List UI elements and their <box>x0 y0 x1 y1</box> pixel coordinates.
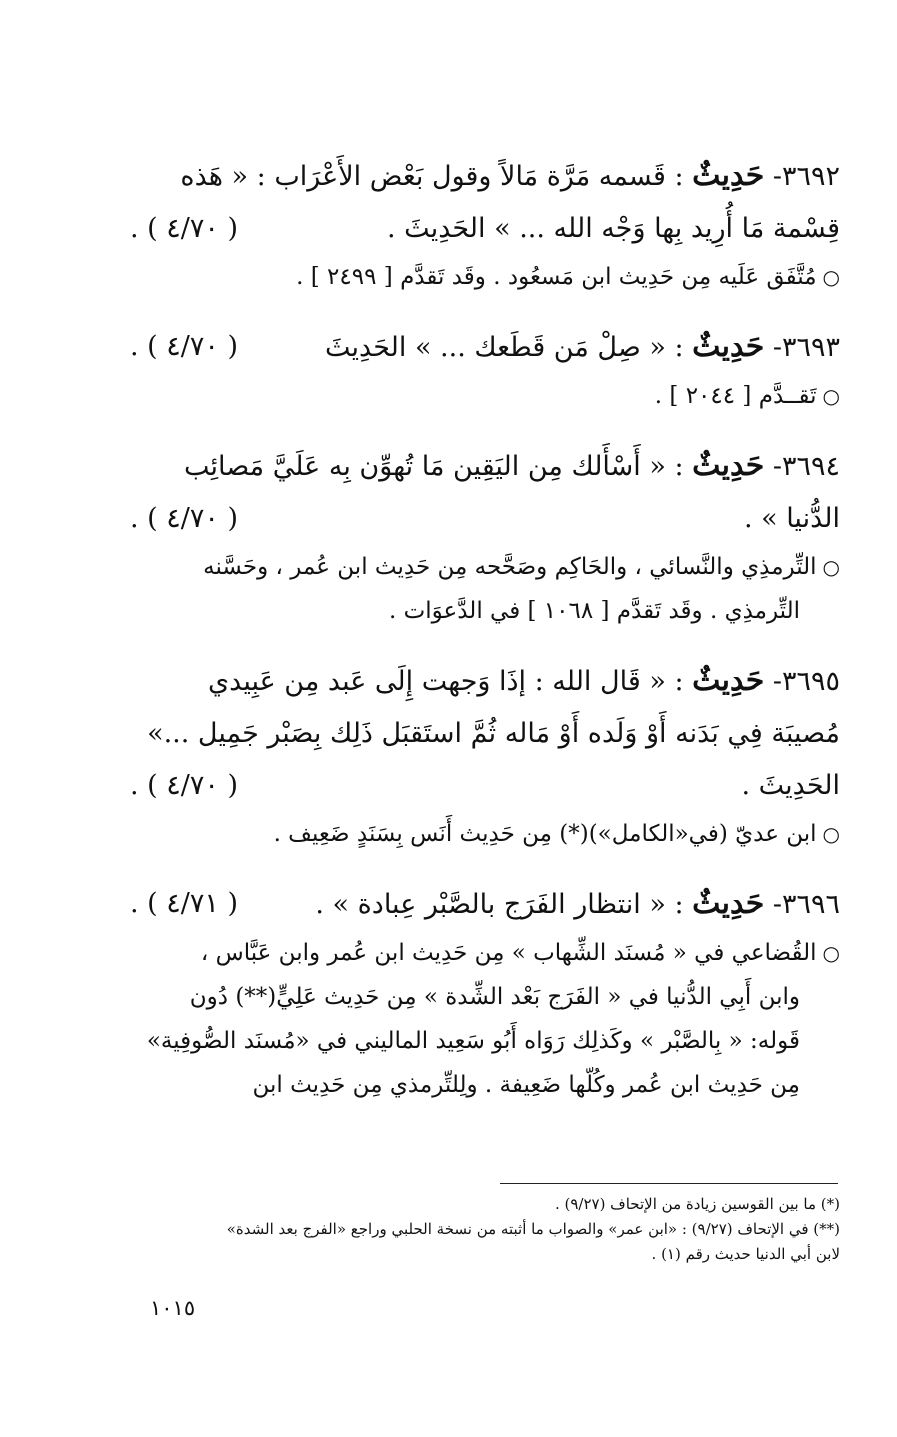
volume-reference: ( ٤/٧٠ ) . <box>130 331 239 362</box>
footnotes <box>130 1192 840 1267</box>
volume-reference: ( ٤/٧٠ ) . <box>130 213 239 244</box>
source-note-line <box>130 589 840 633</box>
entry-keyword: حَدِيثٌ <box>692 329 765 364</box>
entry-text-line <box>130 708 840 760</box>
source-note-line <box>130 1063 840 1107</box>
entry-keyword: حَدِيثٌ <box>692 663 765 698</box>
entry-text: الحَدِيثَ . <box>741 770 840 801</box>
footnote-line: (**) في الإتحاف (٩/٢٧) : «ابن عمر» والصواب ما أثبته من نسخة الحلبي وراجع «الفرج بعد الشدة» <box>226 1220 840 1238</box>
volume-reference: ( ٤/٧٠ ) . <box>130 770 239 801</box>
page-body <box>130 150 840 1129</box>
note-marker-icon: ○ <box>822 384 840 408</box>
entry-number: ٣٦٩٢- <box>772 161 840 192</box>
entry-number: ٣٦٩٦- <box>772 889 840 920</box>
entry-text: الدُّنيا » . <box>743 503 840 534</box>
footnote-divider <box>500 1183 838 1184</box>
source-note-text: ابن عديّ (في«الكامل»)(*) مِن حَدِيث أَنَس بِسَنَدٍ ضَعِيف . <box>273 821 817 847</box>
entry-number: ٣٦٩٤- <box>772 451 840 482</box>
entry-heading-line <box>130 150 840 203</box>
source-note-text: وابن أَبِي الدُّنيا في « الفَرَج بَعْد الشِّدة » مِن حَدِيث عَلِيٍّ(**) دُون <box>189 984 800 1010</box>
source-note-line <box>130 975 840 1019</box>
entry-keyword: حَدِيثٌ <box>692 448 765 483</box>
hadith-entry <box>130 655 840 856</box>
source-note-text: التِّرمذِي والنَّسائي ، والحَاكِم وصَحَّحه مِن حَدِيث ابن عُمر ، وحَسَّنه <box>203 554 817 580</box>
footnote-line: (*) ما بين القوسين زيادة من الإتحاف (٩/٢٧) . <box>554 1195 840 1213</box>
source-note-line <box>130 931 840 975</box>
note-marker-icon: ○ <box>822 265 840 289</box>
source-note-text: تَقــدَّم [ ٢٠٤٤ ] . <box>654 383 817 409</box>
entry-keyword: حَدِيثٌ <box>692 886 765 921</box>
entry-text: مُصيبَة فِي بَدَنه أَوْ وَلَده أَوْ مَاله ثُمَّ استَقبَل ذَلِك بِصَبْر جَمِيل ...» <box>147 718 840 749</box>
entry-text-line <box>130 203 840 255</box>
entry-text: : « قَال الله : إذَا وَجهت إِلَى عَبد مِن عَبِيدي <box>208 666 684 697</box>
source-note-line <box>130 545 840 589</box>
entry-heading-line <box>130 321 840 374</box>
source-note-text: القُضاعي في « مُسنَد الشِّهاب » مِن حَدِيث ابن عُمر وابن عَبَّاس ، <box>200 940 817 966</box>
source-note-text: مِن حَدِيث ابن عُمر وكُلّها ضَعِيفة . ولِلتِّرمذي مِن حَدِيث ابن <box>252 1072 800 1098</box>
source-note-line <box>130 255 840 299</box>
entry-heading-line <box>130 655 840 708</box>
volume-reference: ( ٤/٧٠ ) . <box>130 503 239 534</box>
source-note-text: التِّرمذِي . وقَد تَقدَّم [ ١٠٦٨ ] في الدَّعوَات . <box>388 598 800 624</box>
entry-heading-line <box>130 878 840 931</box>
source-note-line <box>130 1019 840 1063</box>
entry-number: ٣٦٩٥- <box>772 666 840 697</box>
source-note-line <box>130 374 840 418</box>
source-note-text: مُتَّفَق عَلَيه مِن حَدِيث ابن مَسعُود . وقَد تَقدَّم [ ٢٤٩٩ ] . <box>296 264 817 290</box>
entry-text-line <box>130 760 840 812</box>
hadith-entry <box>130 878 840 1107</box>
entry-number: ٣٦٩٣- <box>772 332 840 363</box>
entry-text: : قَسمه مَرَّة مَالاً وقول بَعْض الأَعْرَاب : « هَذه <box>180 161 684 192</box>
entry-keyword: حَدِيثٌ <box>692 158 765 193</box>
entry-text-line <box>130 493 840 545</box>
hadith-entry <box>130 440 840 633</box>
page-number: ١٠١٥ <box>150 1296 196 1320</box>
volume-reference: ( ٤/٧١ ) . <box>130 888 239 919</box>
entry-heading-line <box>130 440 840 493</box>
entry-text: : « أَسْأَلك مِن اليَقِين مَا تُهوِّن بِه عَلَيَّ مَصائِب <box>184 451 684 482</box>
source-note-text: قَوله: « بِالصَّبْر » وكَذلِك رَوَاه أَبُو سَعِيد الماليني في «مُسنَد الصُّوفِية» <box>146 1028 800 1054</box>
note-marker-icon: ○ <box>822 555 840 579</box>
footnote-line: لابن أبي الدنيا حديث رقم (١) . <box>651 1245 840 1263</box>
note-marker-icon: ○ <box>822 822 840 846</box>
entry-text: : « صِلْ مَن قَطَعك ... » الحَدِيثَ <box>325 332 684 363</box>
note-marker-icon: ○ <box>822 941 840 965</box>
hadith-entry <box>130 150 840 299</box>
source-note-line <box>130 812 840 856</box>
entry-text: قِسْمة مَا أُرِيد بِها وَجْه الله ... » الحَدِيثَ . <box>387 213 840 244</box>
hadith-entry <box>130 321 840 418</box>
entry-text: : « انتظار الفَرَج بالصَّبْر عِبادة » . <box>315 889 684 920</box>
